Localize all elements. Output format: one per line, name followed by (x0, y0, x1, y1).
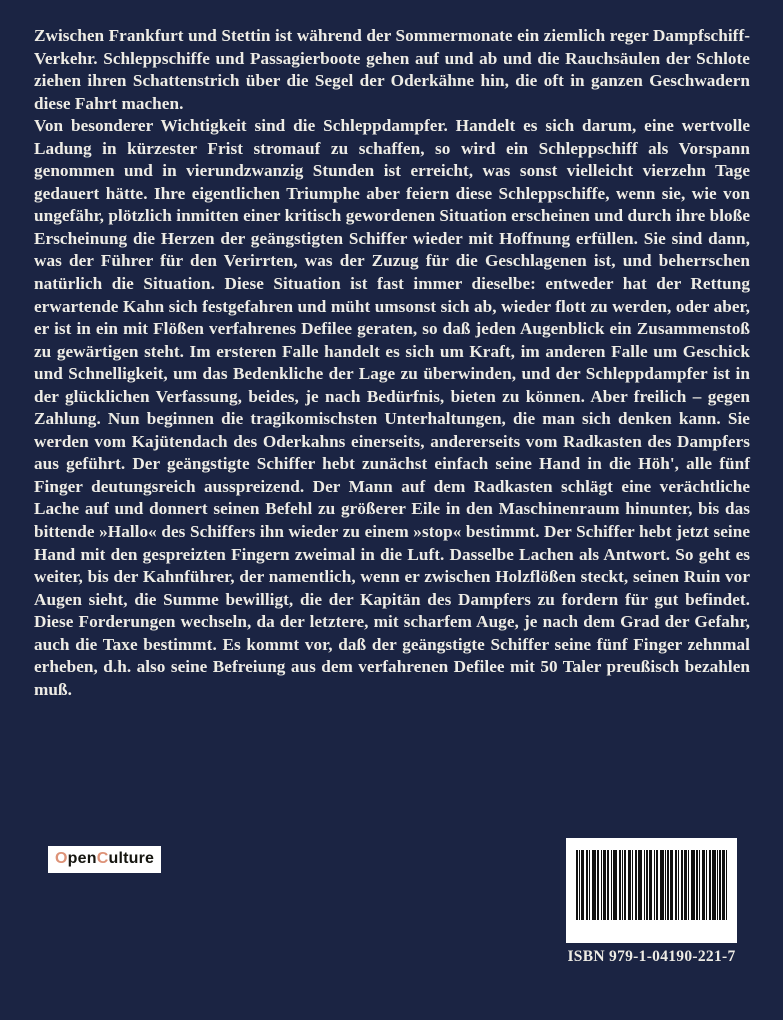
blurb-text (34, 25, 750, 701)
logo-text-pen: pen (67, 850, 97, 867)
blurb-paragraph-1: Zwischen Frankfurt und Stettin ist während der Sommermonate ein ziemlich reger Dampfschiff-Verkehr. Schleppschiffe und Passagierboote gehen auf und ab und die Rauchsäulen der Schlote ziehen ihren Schattenstrich über die Segel der Oderkähne hin, die oft in ganzen Geschwadern diese Fahrt machen. (34, 26, 750, 113)
publisher-logo (48, 846, 161, 873)
logo-letter-c: C (96, 850, 109, 867)
isbn-barcode (566, 838, 737, 943)
barcode-bars-icon (576, 850, 727, 920)
logo-text-ulture: ulture (108, 850, 155, 867)
isbn-label: ISBN 979-1-04190-221-7 (567, 948, 736, 965)
logo-letter-o: O (55, 850, 68, 867)
blurb-paragraph-2: Von besonderer Wichtigkeit sind die Schleppdampfer. Handelt es sich darum, eine wertvolle Ladung in kürzester Frist stromauf zu schaffen, so wird ein Schleppschiff als Vorspann genommen und in vierundzwanzig Stunden ist erreicht, was sonst vielleicht vierzehn Tage gedauert hätte. Ihre eigentlichen Triumphe aber feiern diese Schleppschiffe, wenn sie, wie von ungefähr, plötzlich inmitten einer kritisch gewordenen Situation erscheinen und durch ihre bloße Erscheinung die Herzen der geängstigten Schiffer wieder mit Hoffnung erfüllen. Sie sind dann, was der Führer für den Verirrten, was der Zuzug für die Geschlagenen ist, und beherrschen natürlich die Situation. Diese Situation ist fast immer dieselbe: entweder hat der Rettung erwartende Kahn sich festgefahren und müht umsonst sich ab, wieder flott zu werden, oder aber, er ist in ein mit Flößen verfahrenes Defilee geraten, so daß jeden Augenblick ein Zusammenstoß zu gewärtigen steht. Im ersteren Falle handelt es sich um Kraft, im anderen Falle um Geschick und Schnelligkeit, um das Bedenkliche der Lage zu überwinden, und der Schleppdampfer ist in der glücklichen Verfassung, beides, je nach Bedürfnis, bieten zu können. Aber freilich – gegen Zahlung. Nun beginnen die tragikomischsten Unterhaltungen, die man sich denken kann. Sie werden vom Kajütendach des Oderkahns einerseits, andererseits vom Radkasten des Dampfers aus geführt. Der geängstigte Schiffer hebt zunächst einfach seine Hand in die Höh', alle fünf Finger deutungsreich ausspreizend. Der Mann auf dem Radkasten schlägt eine verächtliche Lache auf und donnert seinen Befehl zu größerer Eile in den Maschinenraum hinunter, bis das bittende »Hallo« des Schiffers ihn wieder zu einem »stop« bestimmt. Der Schiffer hebt jetzt seine Hand mit den gespreizten Fingern zweimal in die Luft. Dasselbe Lachen als Antwort. So geht es weiter, bis der Kahnführer, der namentlich, wenn er zwischen Holzflößen steckt, seinen Ruin vor Augen sieht, die Summe bewilligt, die der Kapitän des Dampfers zu fordern für gut befindet. Diese Forderungen wechseln, da der letztere, mit scharfem Auge, je nach dem Grad der Gefahr, auch die Taxe bestimmt. Es kommt vor, daß der geängstigte Schiffer seine fünf Finger zehnmal erheben, d.h. also seine Befreiung aus dem verfahrenen Defilee mit 50 Taler preußisch bezahlen muß. (34, 116, 750, 699)
